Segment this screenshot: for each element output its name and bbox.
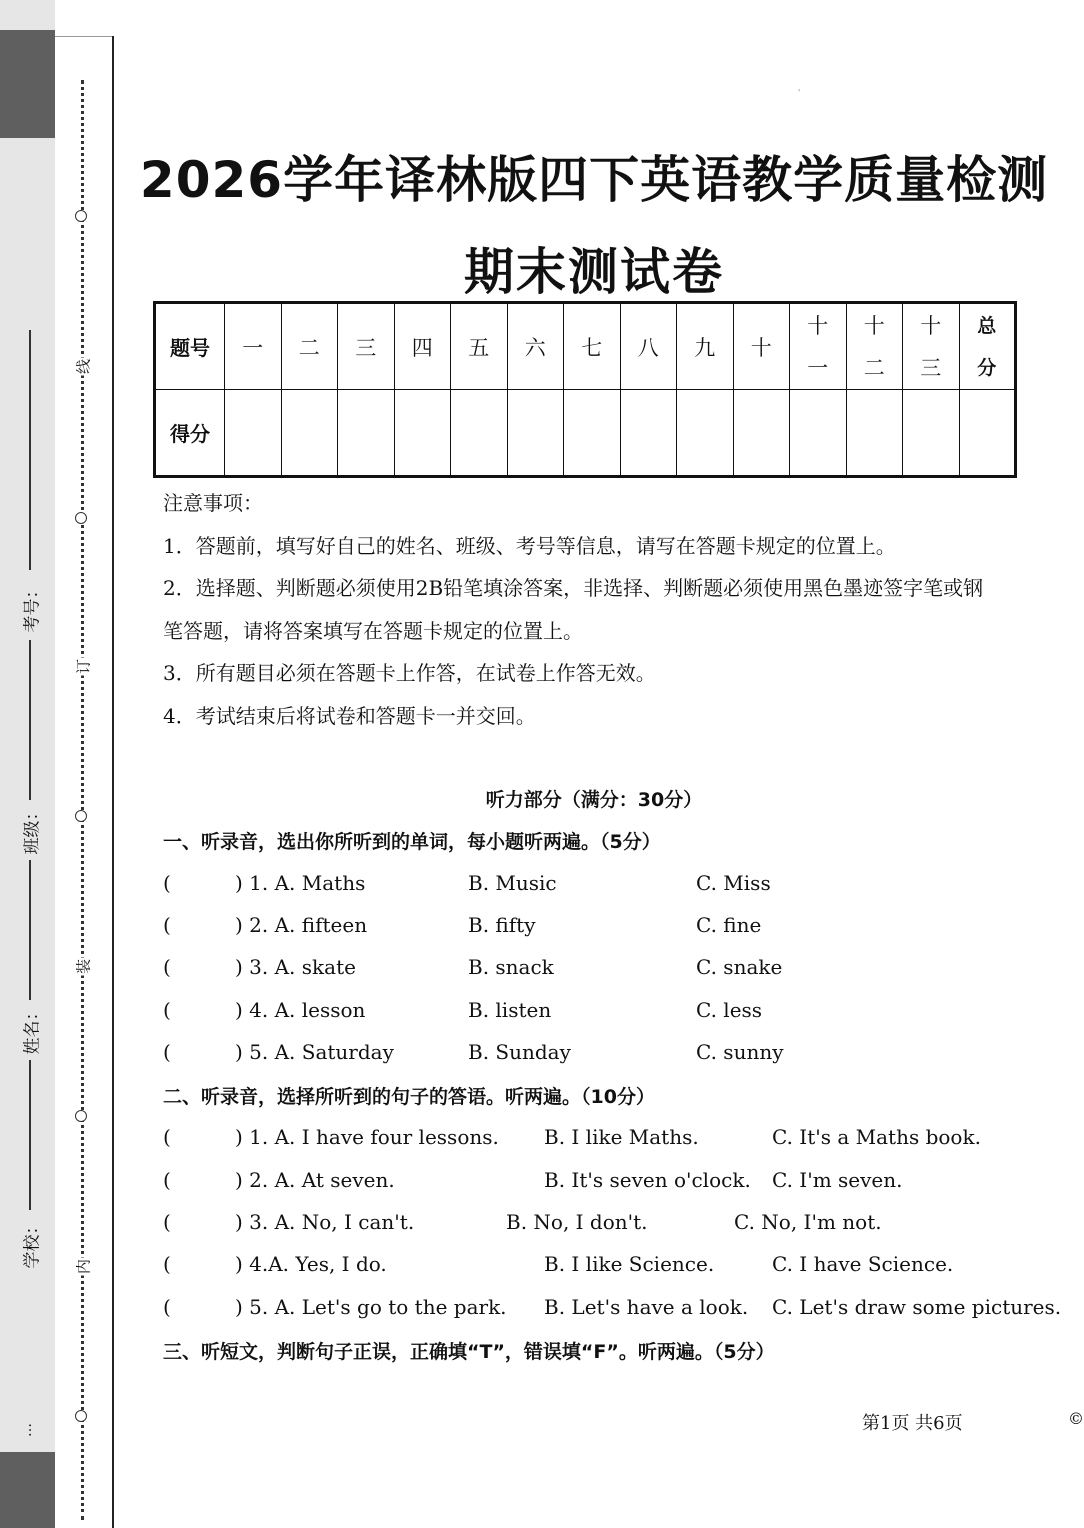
binding-dotted-line	[81, 80, 84, 1520]
binding-char-ding: 订	[74, 659, 93, 675]
score-col-12-top: 十	[863, 313, 885, 338]
binding-char-zhuang: 装	[74, 959, 93, 975]
notes-heading: 注意事项：	[163, 491, 263, 515]
score-col-total-bottom: 分	[977, 356, 997, 379]
binding-block-bottom	[0, 1452, 55, 1528]
option-c: C. snake	[696, 955, 783, 979]
binding-hole-4	[75, 1110, 87, 1122]
page-title: 2026学年译林版四下英语教学质量检测	[139, 151, 1049, 209]
option-c: C. I'm seven.	[772, 1168, 903, 1192]
score-col-10: 十	[733, 303, 790, 390]
section1-title: 一、听录音，选出你所听到的单词，每小题听两遍。（5分）	[163, 831, 661, 853]
score-col-total-top: 总	[977, 314, 997, 337]
answer-paren[interactable]: (	[163, 1168, 171, 1192]
answer-paren[interactable]: (	[163, 1210, 171, 1234]
binding-hole-1	[75, 210, 87, 222]
question-stem: ) 3. A. skate	[235, 955, 356, 979]
examno-label: 考号：	[22, 581, 43, 633]
score-row1-label: 题号	[155, 303, 225, 390]
score-cell[interactable]	[959, 390, 1016, 477]
page-number: 第1页 共6页	[862, 1413, 963, 1434]
score-col-6: 六	[507, 303, 564, 390]
score-col-4: 四	[394, 303, 451, 390]
option-b: B. Music	[468, 871, 557, 895]
score-cell[interactable]	[507, 390, 564, 477]
school-label: 学校：	[22, 1217, 43, 1269]
binding-char-nei: 内	[74, 1259, 93, 1275]
score-col-7: 七	[564, 303, 621, 390]
binding-block-top	[0, 30, 55, 138]
name-label: 姓名：	[22, 1003, 43, 1055]
print-mark: '	[798, 88, 801, 97]
option-c: C. Let's draw some pictures.	[772, 1295, 1062, 1319]
option-c: C. sunny	[696, 1040, 784, 1064]
option-c: C. I have Science.	[772, 1252, 954, 1276]
score-col-11-top: 十	[807, 313, 829, 338]
answer-paren[interactable]: (	[163, 1040, 171, 1064]
binding-char-xian: 线	[74, 359, 93, 375]
score-row2-label: 得分	[155, 390, 225, 477]
notes-item-2-cont: 笔答题，请将答案填写在答题卡规定的位置上。	[163, 619, 583, 643]
question-stem: ) 1. A. Maths	[235, 871, 366, 895]
option-b: B. snack	[468, 955, 554, 979]
section2-title: 二、听录音，选择所听到的句子的答语。听两遍。（10分）	[163, 1086, 655, 1108]
score-cell[interactable]	[733, 390, 790, 477]
notes-item-4: 4．考试结束后将试卷和答题卡一并交回。	[163, 704, 536, 728]
score-col-12-bottom: 二	[863, 355, 885, 380]
score-col-1: 一	[225, 303, 282, 390]
notes-item-2: 2．选择题、判断题必须使用2B铅笔填涂答案，非选择、判断题必须使用黑色墨迹签字笔或钢	[163, 576, 984, 600]
frame-top-line	[55, 36, 113, 37]
question-stem: ) 1. A. I have four lessons.	[235, 1125, 499, 1149]
score-col-total	[959, 303, 1016, 390]
binding-strip	[0, 0, 55, 1528]
score-col-3: 三	[338, 303, 395, 390]
score-col-8: 八	[620, 303, 677, 390]
notes-item-1: 1．答题前，填写好自己的姓名、班级、考号等信息，请写在答题卡规定的位置上。	[163, 534, 896, 558]
score-cell[interactable]	[338, 390, 395, 477]
answer-paren[interactable]: (	[163, 955, 171, 979]
binding-ellipsis: …	[19, 1423, 35, 1437]
question-stem: ) 2. A. At seven.	[235, 1168, 395, 1192]
answer-paren[interactable]: (	[163, 913, 171, 937]
binding-hole-3	[75, 810, 87, 822]
name-line[interactable]	[29, 860, 31, 1000]
score-cell[interactable]	[846, 390, 903, 477]
score-cell[interactable]	[677, 390, 734, 477]
question-stem: ) 5. A. Let's go to the park.	[235, 1295, 507, 1319]
answer-paren[interactable]: (	[163, 1295, 171, 1319]
option-c: C. less	[696, 998, 763, 1022]
class-line[interactable]	[29, 640, 31, 800]
binding-hole-2	[75, 512, 87, 524]
score-cell[interactable]	[564, 390, 621, 477]
option-c: C. fine	[696, 913, 762, 937]
option-b: B. Sunday	[468, 1040, 571, 1064]
option-b: B. It's seven o'clock.	[544, 1168, 751, 1192]
option-b: B. I like Maths.	[544, 1125, 699, 1149]
score-table-header-row	[155, 303, 1016, 390]
question-stem: ) 4. A. lesson	[235, 998, 366, 1022]
score-col-5: 五	[451, 303, 508, 390]
question-stem: ) 3. A. No, I can't.	[235, 1210, 415, 1234]
score-col-13	[903, 303, 960, 390]
examno-line[interactable]	[29, 330, 31, 570]
listening-header: 听力部分（满分：30分）	[485, 789, 703, 811]
option-b: B. I like Science.	[544, 1252, 715, 1276]
binding-hole-5	[75, 1410, 87, 1422]
option-c: C. No, I'm not.	[734, 1210, 882, 1234]
score-col-2: 二	[281, 303, 338, 390]
school-line[interactable]	[29, 1060, 31, 1210]
answer-paren[interactable]: (	[163, 998, 171, 1022]
option-c: C. Miss	[696, 871, 771, 895]
option-b: B. fifty	[468, 913, 536, 937]
score-col-13-top: 十	[920, 313, 942, 338]
score-table	[153, 301, 1017, 478]
score-col-11-bottom: 一	[807, 355, 829, 380]
score-col-9: 九	[677, 303, 734, 390]
question-stem: ) 4.A. Yes, I do.	[235, 1252, 387, 1276]
question-stem: ) 5. A. Saturday	[235, 1040, 394, 1064]
score-table-score-row	[155, 390, 1016, 477]
score-cell[interactable]	[225, 390, 282, 477]
notes-item-3: 3．所有题目必须在答题卡上作答，在试卷上作答无效。	[163, 661, 656, 685]
score-cell[interactable]	[451, 390, 508, 477]
page-subtitle: 期末测试卷	[464, 243, 724, 301]
score-cell[interactable]	[394, 390, 451, 477]
option-b: B. listen	[468, 998, 552, 1022]
question-stem: ) 2. A. fifteen	[235, 913, 368, 937]
score-col-12	[846, 303, 903, 390]
score-cell[interactable]	[281, 390, 338, 477]
answer-paren[interactable]: (	[163, 1125, 171, 1149]
option-b: B. No, I don't.	[506, 1210, 648, 1234]
answer-paren[interactable]: (	[163, 871, 171, 895]
score-col-11	[790, 303, 847, 390]
section3-title: 三、听短文，判断句子正误，正确填“T”，错误填“F”。听两遍。（5分）	[163, 1341, 775, 1363]
class-label: 班级：	[22, 803, 43, 855]
score-cell[interactable]	[620, 390, 677, 477]
score-cell[interactable]	[903, 390, 960, 477]
copyright-mark: ©	[1068, 1409, 1084, 1428]
score-col-13-bottom: 三	[920, 355, 942, 380]
option-c: C. It's a Maths book.	[772, 1125, 981, 1149]
answer-paren[interactable]: (	[163, 1252, 171, 1276]
frame-left-line	[112, 36, 114, 1528]
score-cell[interactable]	[790, 390, 847, 477]
option-b: B. Let's have a look.	[544, 1295, 749, 1319]
